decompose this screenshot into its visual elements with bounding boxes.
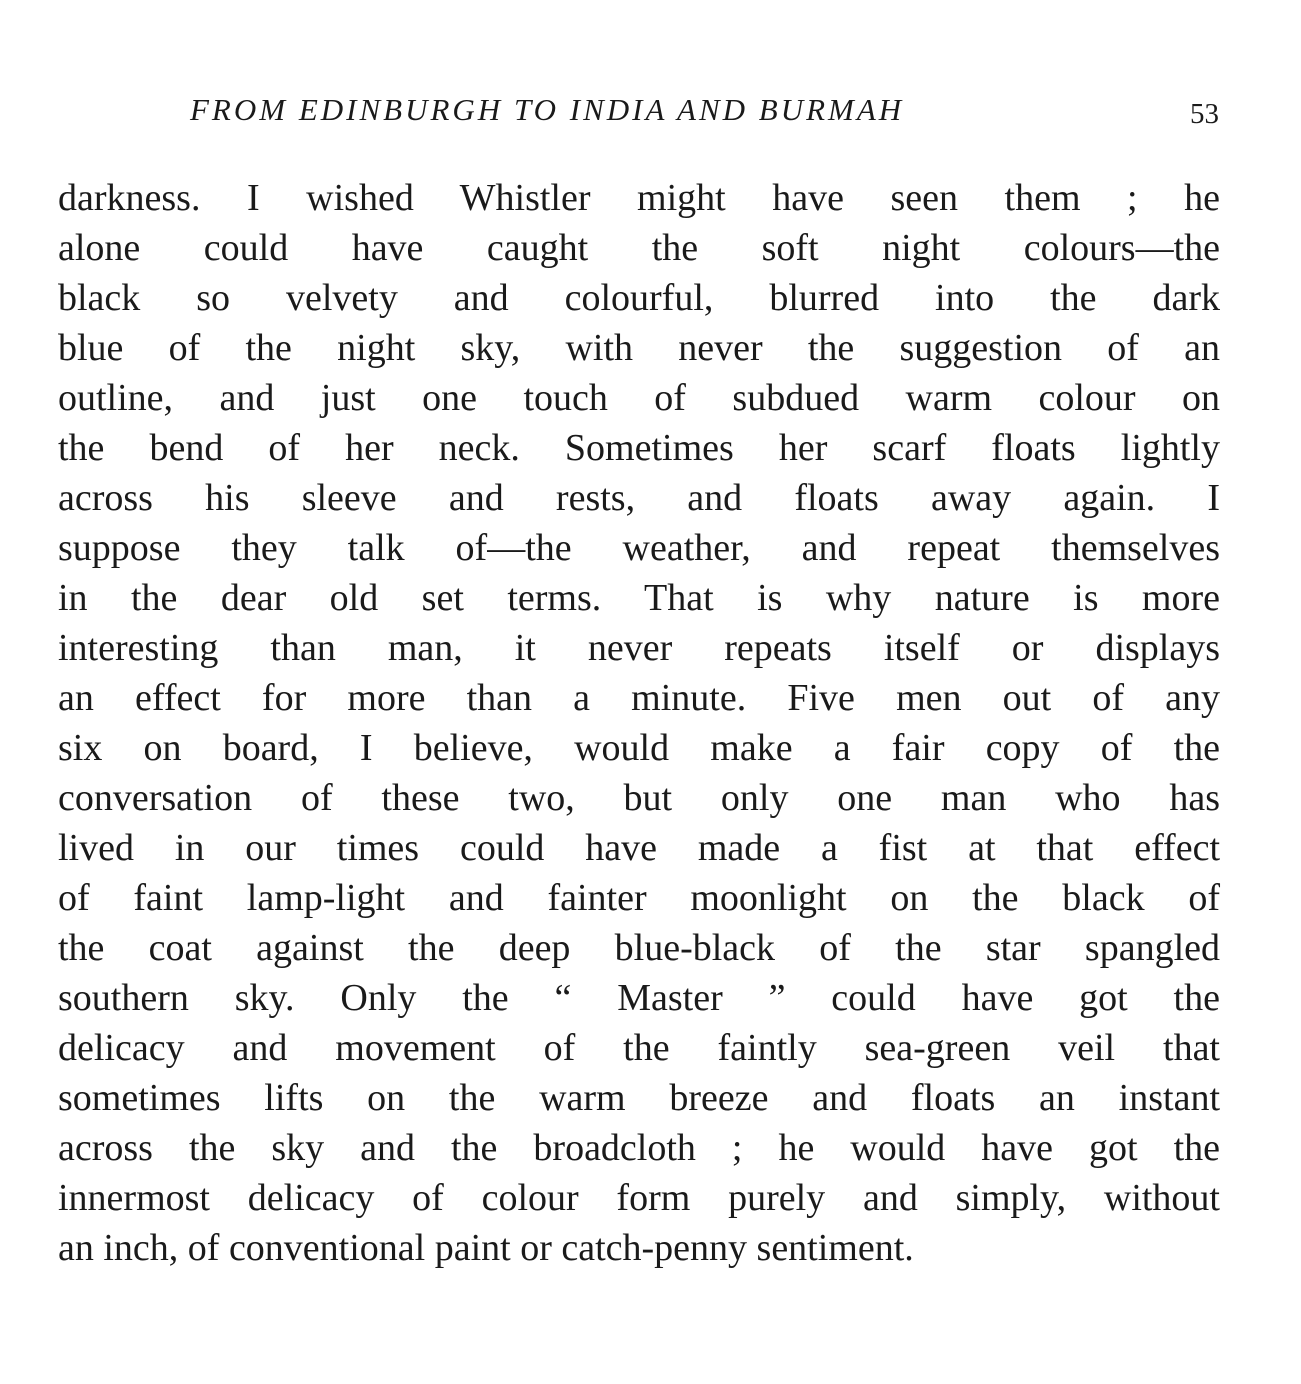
text-line: conversation of these two, but only one man who has	[58, 777, 1220, 819]
text-line: across his sleeve and rests, and floats away again. I	[58, 477, 1220, 519]
text-line-last: an inch, of conventional paint or catch-penny sentiment.	[58, 1227, 914, 1269]
text-line: the bend of her neck. Sometimes her scarf floats lightly	[58, 427, 1220, 469]
text-line: darkness. I wished Whistler might have seen them ; he	[58, 177, 1220, 219]
text-line: sometimes lifts on the warm breeze and floats an instant	[58, 1077, 1220, 1119]
text-line: southern sky. Only the “ Master ” could have got the	[58, 977, 1220, 1019]
text-line: in the dear old set terms. That is why nature is more	[58, 577, 1220, 619]
text-line: delicacy and movement of the faintly sea-green veil that	[58, 1027, 1220, 1069]
text-line: of faint lamp-light and fainter moonlight on the black of	[58, 877, 1220, 919]
text-line: blue of the night sky, with never the suggestion of an	[58, 327, 1220, 369]
text-line: across the sky and the broadcloth ; he would have got the	[58, 1127, 1220, 1169]
text-line: lived in our times could have made a fist at that effect	[58, 827, 1220, 869]
text-line: six on board, I believe, would make a fair copy of the	[58, 727, 1220, 769]
text-line: innermost delicacy of colour form purely and simply, without	[58, 1177, 1220, 1219]
text-line: interesting than man, it never repeats itself or displays	[58, 627, 1220, 669]
text-line: outline, and just one touch of subdued warm colour on	[58, 377, 1220, 419]
text-line: suppose they talk of—the weather, and repeat themselves	[58, 527, 1220, 569]
page-number: 53	[1190, 98, 1219, 130]
running-head-title: FROM EDINBURGH TO INDIA AND BURMAH	[190, 92, 905, 127]
text-line: alone could have caught the soft night colours—the	[58, 227, 1220, 269]
body-paragraph	[58, 173, 1220, 1273]
text-line: black so velvety and colourful, blurred into the dark	[58, 277, 1220, 319]
text-line: the coat against the deep blue-black of the star spangled	[58, 927, 1220, 969]
text-line: an effect for more than a minute. Five men out of any	[58, 677, 1220, 719]
